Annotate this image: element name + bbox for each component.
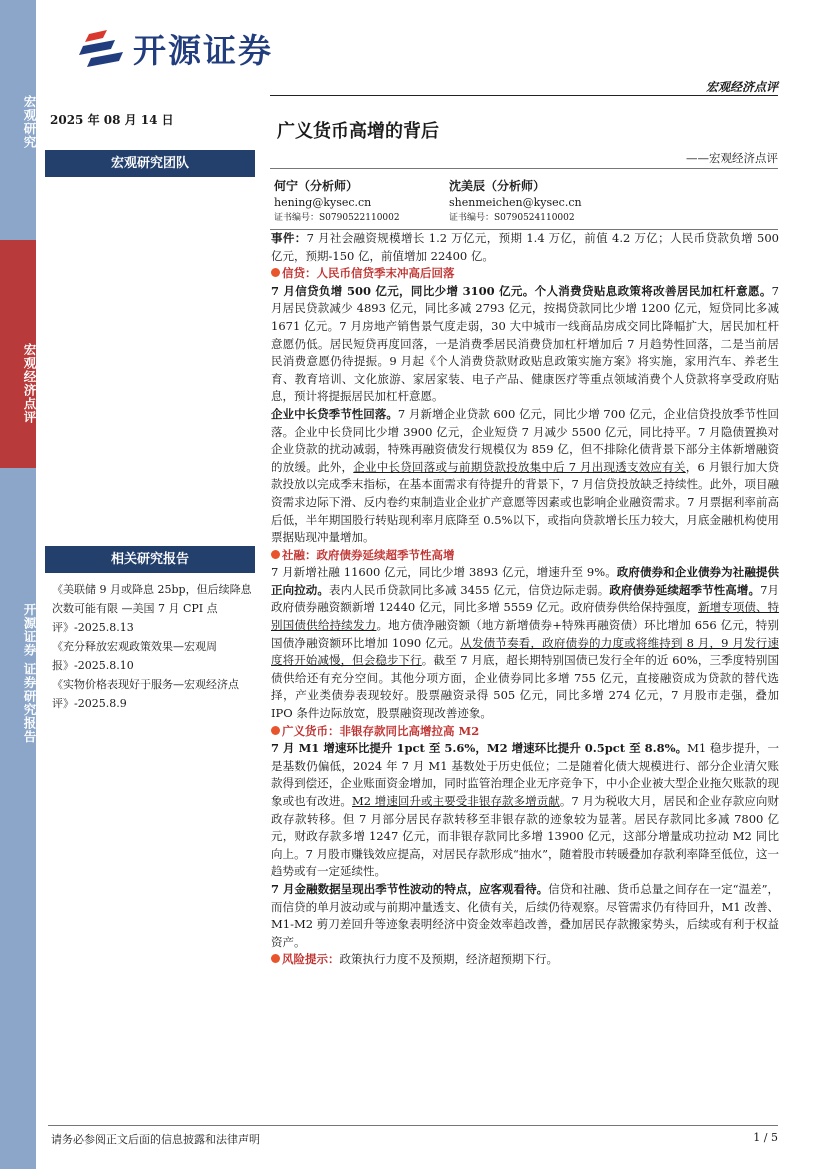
sidebar-section-macro-commentary [0, 240, 36, 468]
section-heading-text: 信贷：人民币信贷季末冲高后回落 [282, 266, 455, 281]
bullet-icon [271, 550, 280, 559]
paragraph-text: 信贷和社融、货币总量之间存在一定“温差”，而信贷的单月波动或与前期冲量透支、化债有关，后续仍待观察。尽管需求仍有待回升，M1 改善、M1-M2 剪刀差回升等迹象表明经济中资金效率趋改善，叠加居民存款搬家势头，后续或有利于权益资产。 [271, 881, 779, 949]
paragraph-text: 。截至 7 月底，超长期特别国债已发行全年的近 60%，三季度特别国债供给还有充分空间。其他分项方面，企业债券同比多增 755 亿元，直接融资成为贷款的替代选择，产业类债券表现较好。股票融资录得 505 亿元，同比多增 274 亿元，7 月股市走强，叠加 IPO 条件边际放宽，股票融资现改善迹象。 [271, 653, 780, 721]
highlight-text: M2 增速回升或主要受非银存款多增贡献 [351, 794, 560, 808]
report-subtitle: ——宏观经济点评 [686, 151, 778, 165]
related-reports-list [52, 580, 256, 713]
report-date: 2025 年 08 月 14 日 [50, 113, 174, 127]
related-reports-label: 相关研究报告 [45, 546, 255, 573]
risk-text: 政策执行力度不及预期，经济超预期下行。 [339, 952, 558, 967]
bullet-icon [271, 954, 280, 963]
paragraph-text: 7 月新增社融 11600 亿元，同比少增 3893 亿元，增速升至 9%。 [271, 565, 617, 580]
related-report-item[interactable]: 《美联储 9 月或降息 25bp，但后续降息次数可能有限 —美国 7 月 CPI 点评》-2025.8.13 [52, 583, 252, 634]
sidebar [0, 0, 36, 1169]
key-point: 7 月 M1 增速环比提升 1pct 至 5.6%，M2 增速环比提升 0.5pct 至 8.8%。 [271, 741, 688, 756]
key-point: 政府债券延续超季节性高增。 [609, 582, 761, 597]
analyst-email[interactable]: hening@kysec.cn [274, 196, 372, 209]
paragraph-tsf [271, 564, 779, 722]
sidebar-section-label: 宏观经济点评 [22, 342, 37, 424]
team-label: 宏观研究团队 [45, 150, 255, 177]
section-heading-text: 社融：政府债券延续超季节性高增 [282, 547, 455, 562]
analyst-card [449, 178, 582, 226]
paragraph-text: 。7 月为税收大月，居民和企业存款应向财政存款转移。但 7 月部分居民存款转移至非银存款的迹象较为显著。居民存款同比多减 7800 亿元，财政存款多增 1247 亿元，而非银存款同比多增 13900 亿元，这部分增量成功拉动 M2 同比向上。7 月股市赚钱效应提高，对居民存款形成“抽水”，随着股市转暖叠加存款利率降至低位，这一趋势或有一定延续性。 [271, 794, 779, 879]
page-number: 1 / 5 [753, 1131, 778, 1144]
title-divider [270, 168, 778, 169]
paragraph-summary [271, 881, 779, 951]
paragraph-text: ，6 月银行加大贷款投放以完成季末指标，在基本面需求有待提升的背景下，7 月信贷投放缺乏持续性。此外，项目融资需求边际下滑、反内卷约束制造业企业扩产意愿等因素或也影响企业融资需求。7 月票据利率前高后低，半年期国股行转贴现利率月底降至 0.5%以下，或指向贷款增长压力较大，月底金融机构使用票据贴现冲量增加。 [271, 459, 780, 545]
section-heading-tsf [271, 547, 779, 565]
analyst-email[interactable]: shenmeichen@kysec.cn [449, 196, 582, 209]
risk-label: 风险提示： [282, 952, 340, 967]
report-title: 广义货币高增的背后 [277, 121, 439, 142]
highlight-text: 从发债节奏看，政府债券的力度或将维持到 8 月，9 月发行速度将开始减慢，但会稳步下行 [271, 635, 779, 668]
paragraph-text: 7月政府债券融资额新增 12440 亿元，同比多增 5559 亿元。政府债券供给保持强度， [271, 582, 780, 615]
header-category: 宏观经济点评 [705, 80, 778, 94]
footer-disclaimer: 请务必参阅正文后面的信息披露和法律声明 [51, 1133, 260, 1146]
paragraph-text: 表内人民币贷款同比多减 3455 亿元，信贷边际走弱。 [329, 582, 610, 597]
paragraph-text: 。地方债净融资额（地方新增债券+特殊再融资债）环比增加 656 亿元，特别国债净融资额环比增加 1090 亿元。 [271, 618, 779, 650]
section-heading-money [271, 723, 779, 741]
paragraph-money [271, 740, 779, 881]
key-point: 企业中长贷季节性回落。 [271, 406, 398, 421]
sidebar-section-brand: 开源证券 证券研究报告 [22, 602, 37, 744]
bullet-icon [271, 268, 280, 277]
highlight-text: 企业中长贷回落或与前期贷款投放集中后 7 月出现透支效应有关 [353, 459, 686, 474]
event-paragraph [271, 230, 779, 265]
paragraph-text: 7 月居民贷款减少 4893 亿元，同比多减 2793 亿元，按揭贷款同比少增 1200 亿元，短贷同比多减 1671 亿元。7 月房地产销售景气度走弱，30 大中城市一线商品房成交同比降幅扩大，居民加杠杆意愿仍低。居民短贷再度回落，一是消费季居民消费贷加杠杆增加后 7 月趋势性回落，二是当前居民消费意愿仍待提振。9 月起《个人消费贷款财政贴息政策实施方案》将实施，家用汽车、养老生育、教育培训、文化旅游、家居家装、电子产品、健康医疗等重点领域消费个人贷款将享受政府贴息，预计将提振居民加杠杆意愿。 [271, 283, 779, 404]
header-divider [270, 95, 778, 96]
logo-text: 开源证券 [133, 30, 273, 70]
event-label: 事件： [271, 231, 307, 245]
logo-mark-icon [77, 28, 127, 68]
related-report-item[interactable]: 《充分释放宏观政策效果—宏观周报》-2025.8.10 [52, 640, 217, 672]
key-point: 政府债券和企业债券为社融提供正向拉动。 [271, 565, 779, 597]
highlight-text: 新增专项债、特别国债供给持续发力 [271, 600, 780, 633]
section-heading-credit [271, 265, 779, 283]
analyst-name: 沈美辰（分析师） [449, 179, 546, 193]
company-logo [77, 27, 273, 69]
analyst-name: 何宁（分析师） [274, 179, 359, 193]
footer-divider [48, 1125, 778, 1126]
analyst-cert: 证书编号：S0790524110002 [449, 213, 575, 223]
analyst-cert: 证书编号：S0790522110002 [274, 213, 400, 223]
section-heading-text: 广义货币：非银存款同比高增拉高 M2 [282, 723, 480, 738]
paragraph-corporate-loans [271, 406, 779, 547]
key-point: 7 月金融数据呈现出季节性波动的特点，应客观看待。 [271, 881, 549, 896]
sidebar-section-macro-research: 宏观研究 [22, 95, 37, 149]
analyst-card [274, 178, 400, 226]
bullet-icon [271, 726, 280, 735]
paragraph-text: M1 稳步提升，一是基数仍偏低，2024 年 7 月 M1 基数处于历史低位；二是随着化债大规模进行、部分企业清欠账款得到偿还，企业账面资金增加，同时监管治理企业无序竞争下，中小企业被大型企业拖欠账款的现象或也有改进。 [271, 741, 780, 808]
key-point: 7 月信贷负增 500 亿元，同比少增 3100 亿元。个人消费贷贴息政策将改善居民加杠杆意愿。 [271, 283, 772, 298]
related-report-item[interactable]: 《实物价格表现好于服务—宏观经济点评》-2025.8.9 [52, 678, 239, 710]
event-text: 7 月社会融资规模增长 1.2 万亿元，预期 1.4 万亿，前值 4.2 万亿；人民币贷款负增 500 亿元，预期-150 亿，前值增加 22400 亿。 [271, 231, 780, 263]
paragraph-credit [271, 283, 779, 406]
report-body [271, 230, 779, 969]
paragraph-risk [271, 951, 779, 969]
paragraph-text: 7 月新增企业贷款 600 亿元，同比少增 700 亿元，企业信贷投放季节性回落。企业中长贷同比少增 3900 亿元，企业短贷 7 月减少 5500 亿元，同比持平。7 月隐债置换对企业贷款的扰动减弱，特殊再融资债发行规模仅为 859 亿，但不排除化债背景下部分主体新增融资的放缓。此外， [271, 406, 780, 474]
